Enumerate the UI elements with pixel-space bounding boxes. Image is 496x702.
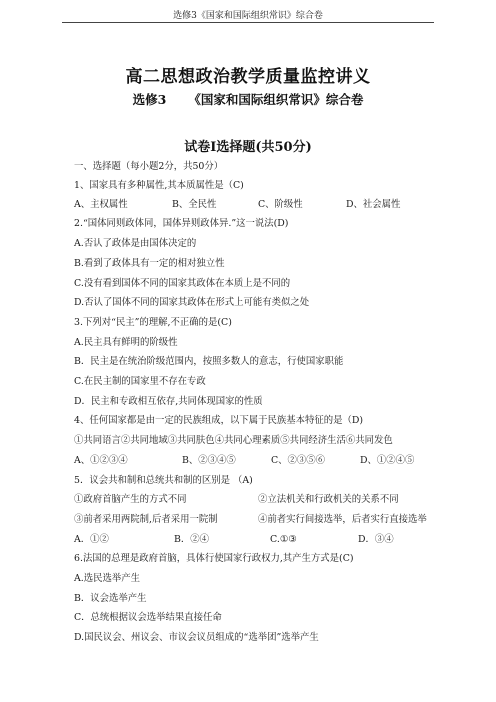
q3-line-c: C.在民主制的国家里不存在专政 [74,376,206,387]
q5-option-c: C.①③ [270,534,297,545]
q4-option-c: C、②③⑤⑥ [271,455,326,466]
question-6-stem: 6.法国的总理是政府首脑，具体行使国家行政权力,其产生方式是(C) [74,553,354,564]
question-4-stem: 4、任何国家都是由一定的民族组成，以下属于民族基本特征的是（D) [74,415,364,426]
q5-option-d: D．③④ [358,534,394,545]
question-2-stem: 2.“国体同则政体同，国体异则政体异.”这一说法(D) [74,218,289,229]
q4-option-b: B、②③④⑤ [182,455,236,466]
subtitle-name: 《国家和国际组织常识》综合卷 [188,92,364,107]
q1-option-b: B、全民性 [172,199,217,210]
q6-line-d: D.国民议会、州议会、市议会议员组成的“选举团”选举产生 [74,632,319,643]
q5-item-2: ②立法机关和行政机关的关系不同 [258,494,399,505]
q4-option-d: D、①②④⑤ [360,455,415,466]
document-title: 高二思想政治教学质量监控讲义 [125,67,371,87]
question-3-stem: 3.下列对“民主”的理解,不正确的是(C) [74,317,232,328]
question-1-stem: 1、国家具有多种属性,其本质属性是（C) [74,180,244,191]
q4-option-a: A、①②③④ [74,455,128,466]
q2-line-c: C.没有看到国体不同的国家其政体在本质上是不同的 [74,278,291,289]
q1-option-c: C、阶级性 [258,199,303,210]
q6-line-a: A.选民选举产生 [74,573,141,584]
q2-line-b: B.看到了政体具有一定的相对独立性 [74,258,225,269]
q5-option-a: A．①② [74,534,109,545]
q1-option-d: D、社会属性 [346,199,401,210]
q5-item-1: ①政府首脑产生的方式不同 [74,494,187,505]
header-rule [62,22,434,23]
q5-option-b: B．②④ [174,534,210,545]
q2-line-d: D.否认了国体不同的国家其政体在形式上可能有类似之处 [74,297,310,308]
q1-option-a: A、主权属性 [74,199,128,210]
document-subtitle [0,90,496,108]
q4-items: ①共同语言②共同地域③共同肤色④共同心理素质⑤共同经济生活⑥共同发色 [74,435,393,446]
running-header: 选修3《国家和国际组织常识》综合卷 [173,11,323,21]
q6-line-b: B．议会选举产生 [74,593,147,604]
q2-line-a: A.否认了政体是由国体决定的 [74,238,197,249]
instructions: 一、选择题（每小题2分，共50分） [74,161,224,172]
q6-line-c: C．总统根据议会选举结果直接任命 [74,612,222,623]
section-title: 试卷Ⅰ选择题(共50分) [184,140,312,155]
q5-item-3: ③前者采用两院制,后者采用一院制 [74,514,218,525]
q3-line-d: D．民主和专政相互依存,共同体现国家的性质 [74,396,263,407]
q3-line-a: A.民主具有鲜明的阶级性 [74,337,178,348]
question-5-stem: 5．议会共和制和总统共和制的区别是 （A) [74,475,253,486]
subtitle-course: 选修3 [132,92,167,107]
q3-line-b: B．民主是在统治阶级范围内，按照多数人的意志，行使国家职能 [74,356,344,367]
q5-item-4: ④前者实行间接选举，后者实行直接选举 [258,514,427,525]
